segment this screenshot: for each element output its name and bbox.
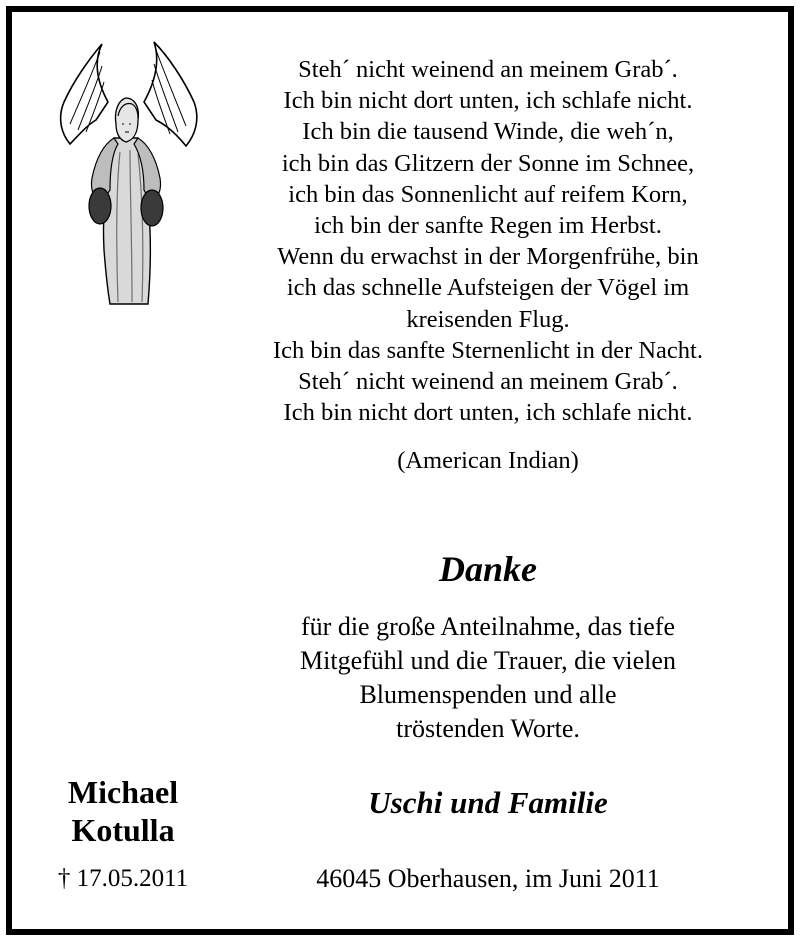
poem-line: Ich bin die tausend Winde, die weh´n, bbox=[302, 118, 674, 146]
angel-icon bbox=[56, 40, 202, 308]
thanks-line: Mitgefühl und die Trauer, die vielen bbox=[300, 646, 676, 675]
deceased-first-name: Michael bbox=[67, 774, 179, 810]
deceased-name bbox=[28, 773, 218, 849]
place-date: 46045 Oberhausen, im Juni 2011 bbox=[316, 864, 660, 893]
poem-line: ich bin der sanfte Regen im Herbst. bbox=[314, 212, 662, 240]
poem-line: Wenn du erwachst in der Morgenfrühe, bin bbox=[277, 243, 699, 271]
poem bbox=[230, 54, 746, 428]
poem-line: kreisenden Flug. bbox=[406, 305, 570, 333]
poem-line: Steh´ nicht weinend an meinem Grab´. bbox=[298, 56, 678, 83]
thanks-line: für die große Anteilnahme, das tiefe bbox=[301, 612, 675, 641]
thanks-heading: Danke bbox=[439, 549, 537, 589]
signature: Uschi und Familie bbox=[368, 785, 608, 820]
thanks-text bbox=[230, 610, 746, 746]
poem-line: Steh´ nicht weinend an meinem Grab´. bbox=[298, 368, 678, 396]
poem-line: Ich bin das sanfte Sternenlicht in der Nacht. bbox=[273, 336, 703, 364]
death-date: † 17.05.2011 bbox=[57, 865, 189, 892]
poem-line: ich bin das Glitzern der Sonne im Schnee, bbox=[281, 149, 695, 177]
thanks-line: tröstenden Worte. bbox=[396, 714, 580, 743]
poem-line: Ich bin nicht dort unten, ich schlafe nicht. bbox=[283, 399, 693, 427]
poem-line: ich bin das Sonnenlicht auf reifem Korn, bbox=[288, 180, 688, 208]
poem-source: (American Indian) bbox=[397, 447, 579, 474]
poem-line: ich das schnelle Aufsteigen der Vögel im bbox=[286, 274, 690, 302]
deceased-last-name: Kotulla bbox=[71, 812, 175, 848]
thanks-line: Blumenspenden und alle bbox=[359, 680, 617, 709]
poem-line: Ich bin nicht dort unten, ich schlafe nicht. bbox=[283, 87, 693, 115]
